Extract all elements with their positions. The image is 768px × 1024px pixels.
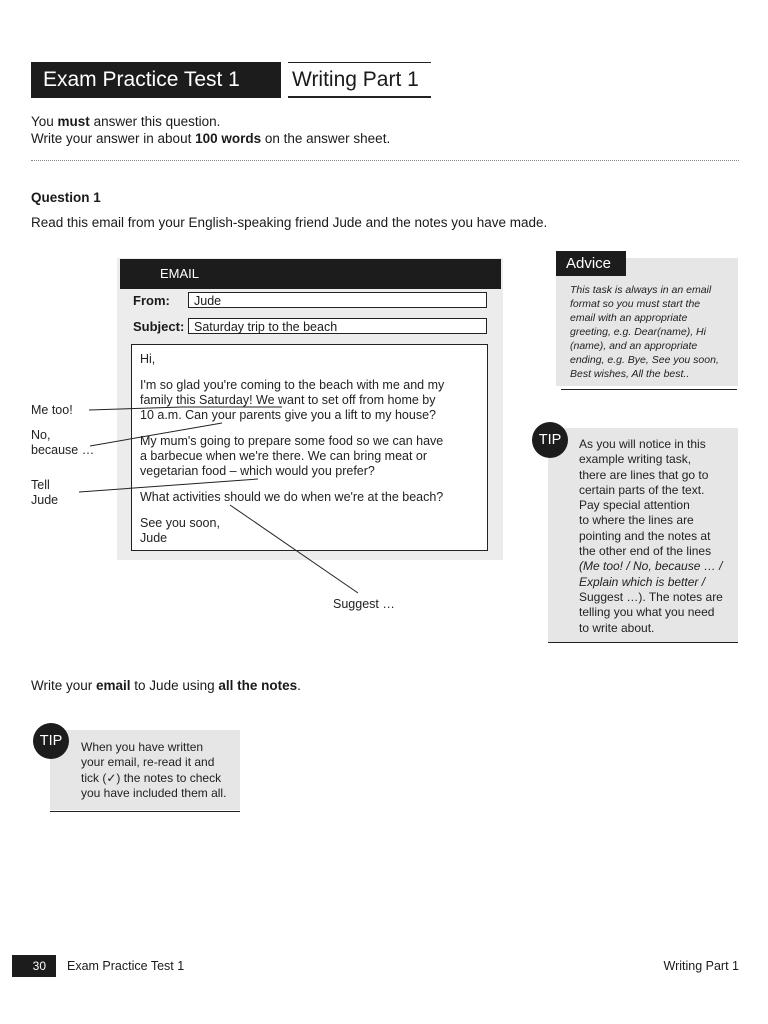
email-line: What activities should we do when we're at the beach? (140, 490, 444, 504)
instr-text: answer this question. (89, 114, 221, 129)
tip-line: certain parts of the text. (579, 482, 705, 497)
tip-line: tick (✓) the notes to check (81, 770, 222, 785)
instr-text: on the answer sheet. (261, 131, 391, 146)
task-instruction (31, 678, 301, 693)
line-no-because (90, 423, 222, 446)
tip-line: example writing task, (579, 452, 692, 467)
email-header-bar: EMAIL (120, 259, 501, 289)
tip-line: to write about. (579, 620, 655, 635)
tip-line: Pay special attention (579, 498, 690, 513)
email-line: 10 a.m. Can your parents give you a lift to my house? (140, 408, 436, 422)
tip-right-text (579, 437, 723, 636)
line-tell-jude (79, 479, 258, 492)
tip-line: Explain which is better / (579, 574, 706, 589)
email-signature: Jude (140, 531, 168, 545)
note-tell: Tell (31, 478, 50, 492)
tip-line: telling you what you need (579, 605, 715, 620)
page-number: 30 (12, 955, 56, 977)
tip-line: Suggest …). The notes are (579, 589, 723, 604)
tip-line: (Me too! / No, because … / (579, 559, 723, 574)
task-bold: all the notes (218, 678, 298, 693)
task-text: to Jude using (130, 678, 219, 693)
instr-text: Write your answer in about (31, 131, 196, 146)
note-me-too: Me too! (31, 403, 73, 417)
email-line: My mum's going to prepare some food so we can have (140, 434, 444, 448)
note-suggest: Suggest … (333, 597, 395, 611)
advice-line: ending, e.g. Bye, See you soon, (570, 354, 719, 366)
tip-line: your email, re-read it and (81, 755, 215, 770)
email-line: vegetarian food – which would you prefer? (140, 464, 375, 478)
advice-text (570, 283, 732, 381)
advice-line: format so you must start the (570, 298, 701, 310)
email-line: I'm so glad you're coming to the beach with me and my (140, 378, 445, 392)
tip-left-rule (50, 811, 240, 812)
note-no: No, (31, 428, 51, 442)
line-me-too (89, 407, 182, 410)
instr-bold: 100 words (195, 131, 262, 146)
advice-line: email with an appropriate (570, 312, 688, 324)
footer-right: Writing Part 1 (663, 959, 739, 973)
task-bold: email (96, 678, 131, 693)
test-title: Exam Practice Test 1 (31, 62, 281, 98)
instr-bold: must (57, 114, 90, 129)
subject-field: Saturday trip to the beach (188, 318, 487, 334)
part-title: Writing Part 1 (288, 62, 431, 98)
email-line: family this Saturday! We want to set off from home by (140, 393, 436, 407)
tip-left-text (81, 740, 226, 801)
advice-tag: Advice (556, 251, 626, 276)
note-because: because … (31, 443, 95, 457)
tip-line: When you have written (81, 740, 204, 754)
question-title: Question 1 (31, 190, 101, 205)
footer-left: Exam Practice Test 1 (67, 959, 185, 973)
subject-label: Subject: (133, 319, 185, 334)
advice-rule (561, 389, 737, 390)
tip-line: there are lines that go to (579, 467, 709, 482)
tip-badge-left: TIP (33, 723, 69, 759)
advice-line: greeting, e.g. Dear(name), Hi (570, 326, 706, 338)
task-text: . (297, 678, 301, 693)
question-text: Read this email from your English-speaking friend Jude and the notes you have made. (31, 215, 548, 230)
from-label: From: (133, 293, 170, 308)
tip-right-rule (548, 642, 738, 643)
email-greeting: Hi, (140, 352, 156, 366)
tip-line: As you will notice in this (579, 437, 706, 451)
tip-line: you have included them all. (81, 785, 227, 800)
tip-line: to where the lines are (579, 513, 694, 528)
instr-text: You (31, 114, 58, 129)
line-suggest (230, 505, 358, 593)
advice-line: This task is always in an email (570, 284, 712, 296)
from-field: Jude (188, 292, 487, 308)
advice-line: Best wishes, All the best.. (570, 368, 690, 380)
tip-line: the other end of the lines (579, 544, 712, 559)
task-text: Write your (31, 678, 97, 693)
note-jude: Jude (31, 493, 59, 507)
advice-line: (name), and an appropriate (570, 340, 698, 352)
email-signoff: See you soon, (140, 516, 220, 530)
email-line: a barbecue when we're there. We can bring meat or (140, 449, 428, 463)
tip-line: pointing and the notes at (579, 528, 711, 543)
tip-badge-right: TIP (532, 422, 568, 458)
